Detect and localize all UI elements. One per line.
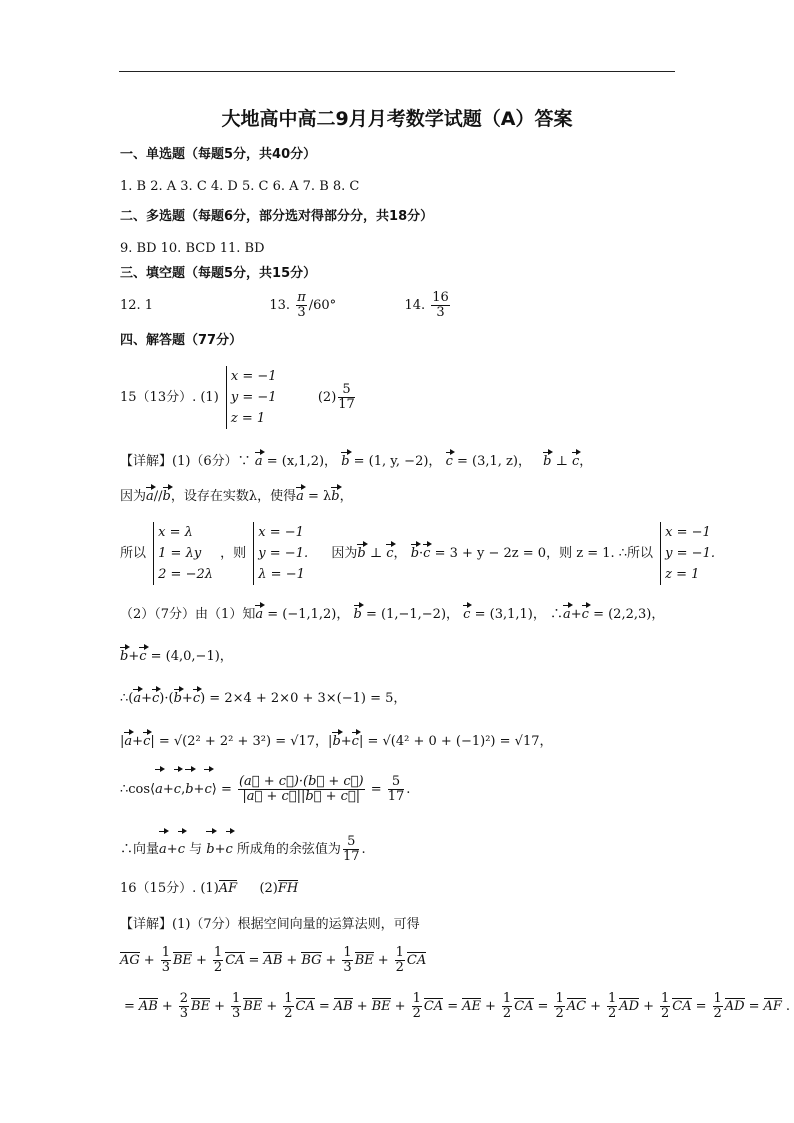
vector-term: CA <box>295 999 315 1014</box>
vector-term: BG <box>301 953 322 968</box>
q14-fraction: $\frac{16}{3}$ <box>432 290 449 320</box>
q15-detail-9: ∴向量a+c 与 b+c 所成角的余弦值为 $\frac{5}{17}$ . <box>120 832 366 868</box>
operator: = <box>318 999 330 1014</box>
section-solutions: 四、解答题（77分） <box>120 333 243 348</box>
fraction-coefficient: $\frac{1}{2}$ <box>395 945 404 975</box>
vector-term: AB <box>333 999 353 1014</box>
section-fill-blank: 三、填空题（每题5分，共15分） <box>120 266 317 281</box>
page-title: 大地高中高二9月月考数学试题（A）答案 <box>221 108 573 130</box>
fraction-coefficient: $\frac{1}{2}$ <box>284 991 293 1021</box>
vector-term: BE <box>354 953 374 968</box>
q15-detail-4: （2）（7分）由（1）知a = (−1,1,2)， b = (1,−1,−2)， c = (3,1,1)， ∴a+c = (2,2,3)， <box>120 607 665 622</box>
operator: = <box>537 999 549 1014</box>
operator: = <box>248 953 260 968</box>
vector-term: BE <box>172 953 193 968</box>
q15-head: 15（13分）. (1) <box>120 390 219 405</box>
operator: + <box>325 953 337 968</box>
section-single-choice: 一、单选题（每题5分，共40分） <box>120 147 317 162</box>
fraction-coefficient: $\frac{1}{2}$ <box>607 991 617 1021</box>
fraction-coefficient: $\frac{1}{2}$ <box>502 991 512 1021</box>
operator: + <box>266 999 278 1014</box>
cosine-value: $\frac{5}{17}$ <box>387 774 405 804</box>
operator: + <box>356 999 368 1014</box>
q12-answer: 12. 1 <box>120 298 154 313</box>
operator: . <box>785 999 791 1014</box>
operator: + <box>590 999 601 1014</box>
q15-detail-1: 【详解】(1)（6分）∵ a = (x,1,2)， b = (1, y, −2)， c = (3,1, z)， b ⊥ c， <box>120 454 593 469</box>
vector-term: BE <box>243 999 263 1014</box>
operator: + <box>394 999 406 1014</box>
vector-term: AB <box>138 999 158 1014</box>
q16-vector-1: AF <box>218 881 238 896</box>
fraction-coefficient: $\frac{1}{2}$ <box>213 945 223 975</box>
fraction-coefficient: $\frac{2}{3}$ <box>179 991 189 1021</box>
vector-term: CA <box>514 999 534 1014</box>
vector-term: CA <box>225 953 245 968</box>
q13-fraction: $\frac{\pi}{3}$ <box>297 290 306 320</box>
q13-label: 13. <box>269 298 291 313</box>
system-solution: x = −1 y = −1. λ = −1 <box>253 522 308 585</box>
fraction-coefficient: $\frac{1}{2}$ <box>713 991 722 1021</box>
q15-system: x = −1 y = −1 z = 1 <box>226 366 277 429</box>
system-lambda: x = λ 1 = λy 2 = −2λ <box>153 522 213 585</box>
operator: = <box>447 999 459 1014</box>
vector-term: AD <box>619 999 640 1014</box>
q14-label: 14. <box>404 298 426 313</box>
q15-detail-7: |a+c| = √(2² + 2² + 3²) = √17，|b+c| = √(4² + 0 + (−1)²) = √17， <box>120 734 553 749</box>
vector-term: AE <box>462 999 481 1014</box>
vector-term: CA <box>406 953 427 968</box>
answers-multi-choice: 9. BD 10. BCD 11. BD <box>120 241 265 256</box>
q16-equation-2 <box>120 990 794 1024</box>
operator: + <box>643 999 654 1014</box>
fraction-coefficient: $\frac{1}{3}$ <box>232 991 241 1021</box>
system-final: x = −1 y = −1. z = 1 <box>660 522 715 585</box>
answers-single-choice: 1. B 2. A 3. C 4. D 5. C 6. A 7. B 8. C <box>120 179 360 194</box>
fraction-coefficient: $\frac{1}{2}$ <box>555 991 564 1021</box>
operator: = <box>748 999 760 1014</box>
vector-term: CA <box>423 999 444 1014</box>
q15-detail-2: 因为a//b，设存在实数λ，使得a = λb， <box>120 489 353 504</box>
vector-term: CA <box>672 999 692 1014</box>
final-cosine: $\frac{5}{17}$ <box>342 834 360 864</box>
operator: + <box>196 953 207 968</box>
q15-part2: (2) <box>317 390 337 405</box>
operator: + <box>485 999 496 1014</box>
fraction-coefficient: $\frac{1}{2}$ <box>660 991 670 1021</box>
operator: + <box>286 953 298 968</box>
vector-term: BE <box>191 999 211 1014</box>
q13-tail: /60° <box>308 298 337 313</box>
q16-answer-line: 16（15分）. (1)AF (2)FH <box>120 881 299 896</box>
q15-detail-8: ∴cos⟨a+c,b+c⟩ = $\frac{(a⃗ + c⃗)\cdot(b⃗ + c⃗)}{|a⃗ + c⃗||b⃗ + c⃗|}$ = $\frac{5}{17}$ . <box>120 770 410 810</box>
vector-term: AG <box>120 953 140 968</box>
operator: + <box>214 999 225 1014</box>
header-rule <box>119 71 675 72</box>
q15-detail-6: ∴(a+c)·(b+c) = 2×4 + 2×0 + 3×(−1) = 5， <box>120 691 407 706</box>
vector-term: AD <box>724 999 745 1014</box>
operator: = <box>124 999 135 1014</box>
vector-term: BE <box>371 999 391 1014</box>
q16-equation-1 <box>120 944 426 978</box>
q15-detail-3: 所以 x = λ 1 = λy 2 = −2λ ，则 x = −1 y = −1. λ = −1 因为b ⊥ c， b·c = 3 + y − 2z = 0，则 z = 1. ∴所以 x = −1 y = −1. z = 1 <box>120 522 718 585</box>
fraction-coefficient: $\frac{1}{2}$ <box>412 991 421 1021</box>
vector-term: AC <box>566 999 587 1014</box>
answers-fill-blank <box>120 290 452 322</box>
cosine-fraction: $\frac{(a⃗ + c⃗)\cdot(b⃗ + c⃗)}{|a⃗ + c⃗||b⃗ + c⃗|}$ <box>238 774 364 804</box>
operator: + <box>161 999 173 1014</box>
fraction-coefficient: $\frac{1}{3}$ <box>343 945 352 975</box>
q16-vector-2: FH <box>277 881 299 896</box>
operator: = <box>695 999 707 1014</box>
q15-fraction: $\frac{5}{17}$ <box>338 382 355 412</box>
operator: + <box>143 953 155 968</box>
section-multi-choice: 二、多选题（每题6分，部分选对得部分分，共18分） <box>120 209 434 224</box>
q15-detail-5: b+c = (4,0,−1)， <box>120 649 233 664</box>
vector-term: AF <box>763 999 782 1014</box>
q15-answer-line <box>120 366 357 429</box>
q16-detail-1: 【详解】(1)（7分）根据空间向量的运算法则，可得 <box>120 917 420 932</box>
vector-term: AB <box>263 953 283 968</box>
operator: + <box>377 953 389 968</box>
fraction-coefficient: $\frac{1}{3}$ <box>161 945 170 975</box>
